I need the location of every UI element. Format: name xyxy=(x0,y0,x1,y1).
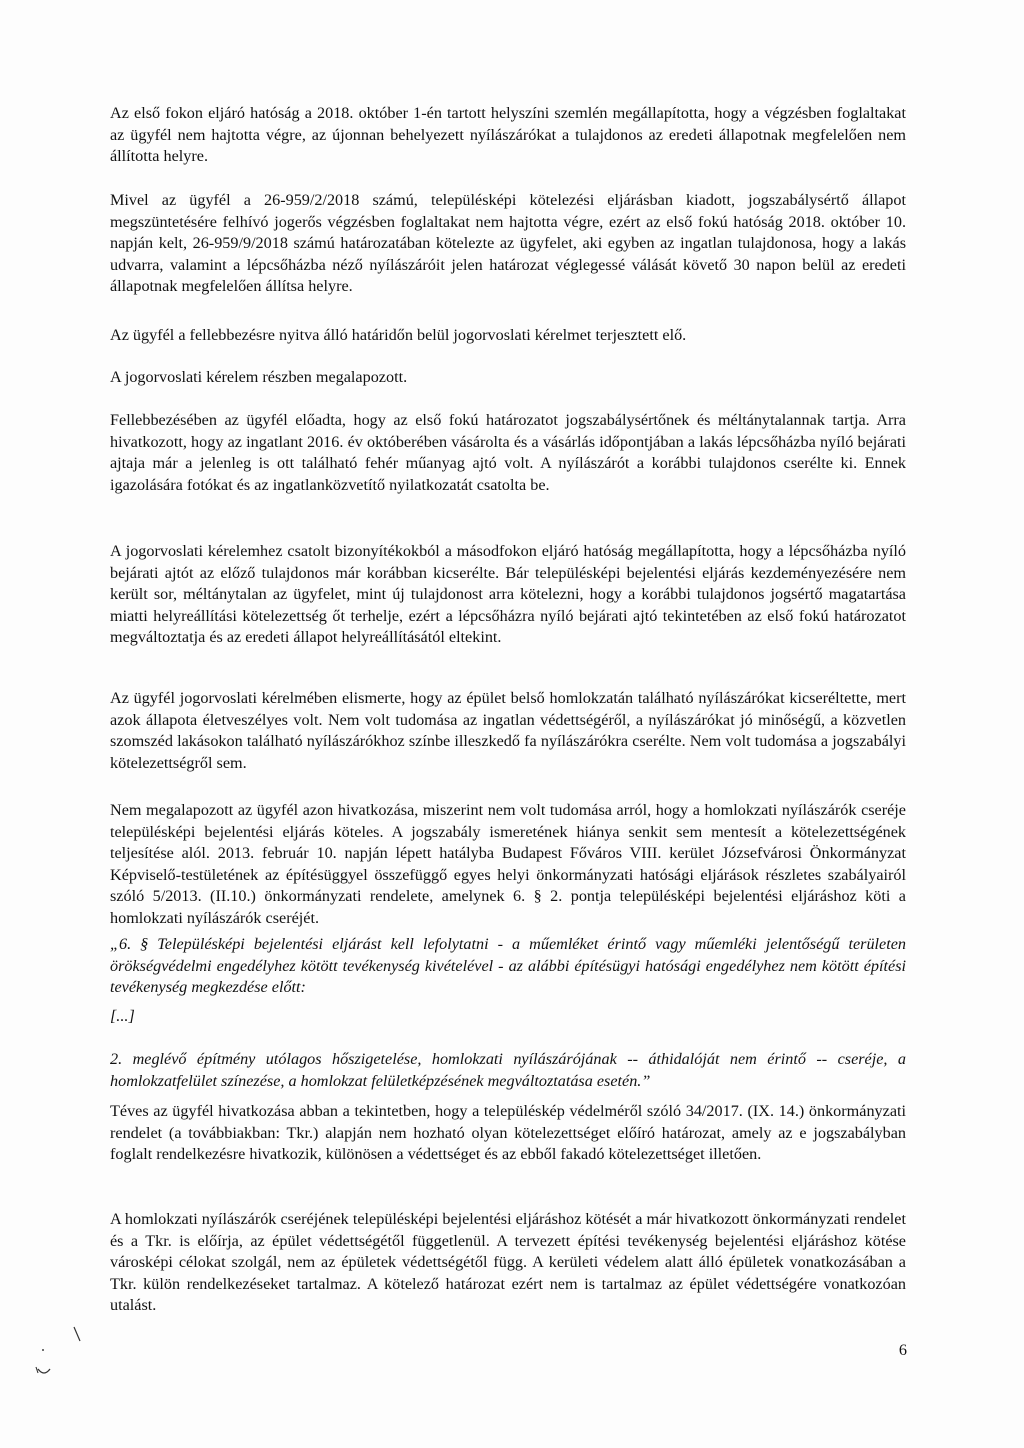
page-number: 6 xyxy=(898,1341,907,1359)
quote-regulation-point-2: 2. meglévő építmény utólagos hőszigetelése, homlokzati nyílászárójának -- áthidalóját nem érintő -- cseréje, a homlokzatfelület színezése, a homlokzat felületképzésének megváltoztatása esetén.” xyxy=(110,1050,906,1090)
scan-pen-marks xyxy=(30,1325,120,1385)
paragraph-entrance-door-finding: A jogorvoslati kérelemhez csatolt bizonyítékokból a másodfokon eljáró hatóság megállapította, hogy a lépcsőházba nyíló bejárati ajtót az előző tulajdonos már korábban kicserélte. Bár településképi bejelentési eljárás kezdeményezésére nem került sor, méltánytalan az ügyfelet, mint új tulajdonost arra kötelezni, hogy a korábbi tulajdonos jogsértő magatartása miatti helyreállítási kötelezettség őt terhelje, ezért a lépcsőházra nyíló bejárati ajtó tekintetében az első fokú határozatot megváltoztatja és az eredeti állapot helyreállításától eltekint. xyxy=(110,542,906,646)
quote-regulation-section-6: „6. § Településképi bejelentési eljárást kell lefolytatni - a műemléket érintő vagy műemléki jelentőségű területen örökségvédelmi engedélyhez kötött tevékenység kivételével - az alábbi építésügyi hatósági engedélyhez nem kötött építési tevékenység megkezdése előtt: xyxy=(110,935,906,996)
paragraph-appeal-arguments: Fellebbezésében az ügyfél előadta, hogy az első fokú határozatot jogszabálysértőnek és méltánytalannak tartja. Arra hivatkozott, hogy az ingatlant 2016. év októberében vásárolta és a vásárlás időpontjában a lakás lépcsőházba nyíló bejárati ajtaja már a jelenleg is ott található fehér műanyag ajtó volt. A nyílászárót a korábbi tulajdonos cserélte ki. Ennek igazolására fotókat és az ingatlanközvetítő nyilatkozatát csatolta be. xyxy=(110,411,906,494)
paragraph-first-instance-decision: Mivel az ügyfél a 26-959/2/2018 számú, településképi kötelezési eljárásban kiadott, jogszabálysértő állapot megszüntetésére felhívó jogerős végzésben foglaltakat nem hajtotta végre, ezért az első fokú hatóság 2018. október 10. napján kelt, 26-959/9/2018 számú határozatában kötelezte az ügyfelet, aki egyben az ingatlan tulajdonosa, hogy a lakás udvarra, valamint a lépcsőházba néző nyílászáróit jelen határozat véglegessé válását követő 30 napon belül az eredeti állapotnak megfelelően állítsa helyre. xyxy=(110,191,906,295)
paragraph-site-inspection: Az első fokon eljáró hatóság a 2018. október 1-én tartott helyszíni szemlén megállapította, hogy a végzésben foglaltakat az ügyfél nem hajtotta végre, az újonnan behelyezett nyílászárókat a tulajdonos az eredeti állapotnak megfelelően nem állította helyre. xyxy=(110,104,906,165)
paragraph-appeal-partially-founded: A jogorvoslati kérelem részben megalapozott. xyxy=(110,368,408,386)
paragraph-tkr-reference: Téves az ügyfél hivatkozása abban a tekintetben, hogy a településkép védelméről szóló 34/2017. (IX. 14.) önkormányzati rendelet (a továbbiakban: Tkr.) alapján nem hozható olyan kötelezettséget előíró határozat, amely az e jogszabályban foglalt rendelkezésre hivatkozik, különösen a védettséget és az ebből fakadó kötelezettséget illetően. xyxy=(110,1102,906,1163)
paragraph-window-replacement-admission: Az ügyfél jogorvoslati kérelmében elismerte, hogy az épület belső homlokzatán található nyílászárókat kicseréltette, mert azok állapota életveszélyes volt. Nem volt tudomása az ingatlan védettségéről, a nyílászárókat jó minőségű, a közvetlen szomszéd lakásokon található nyílászárókhoz színbe illeszkedő fa nyílászárókra cserélte. Nem volt tudomása a jogszabályi kötelezettségről sem. xyxy=(110,689,906,772)
paragraph-facade-regulation: A homlokzati nyílászárók cseréjének településképi bejelentési eljáráshoz kötését a már hivatkozott önkormányzati rendelet és a Tkr. is előírja, az épület védettségétől függetlenül. A tervezett építési tevékenység bejelentési eljáráshoz kötése városképi célokat szolgál, nem az épületek védettségétől függ. A kerületi védelem alatt álló épületek vonatkozásában a Tkr. külön rendelkezéseket tartalmaz. A kötelező határozat ezért nem is tartalmaz az épület védettségére vonatkozóan utalást. xyxy=(110,1210,906,1314)
paragraph-ignorance-of-law: Nem megalapozott az ügyfél azon hivatkozása, miszerint nem volt tudomása arról, hogy a homlokzati nyílászárók cseréje településképi bejelentési eljárás köteles. A jogszabály ismeretének hiánya senkit sem mentesít a kötelezettségének teljesítése alól. 2013. február 10. napján lépett hatályba Budapest Főváros VIII. kerület Józsefvárosi Önkormányzat Képviselő-testületének az építésüggyel összefüggő egyes helyi önkormányzati hatósági eljárások részletes szabályairól szóló 5/2013. (II.10.) önkormányzati rendelete, amelynek 6. § 2. pontja településképi bejelentési eljáráshoz köti a homlokzati nyílászárók cseréjét. xyxy=(110,801,906,927)
paragraph-appeal-submitted: Az ügyfél a fellebbezésre nyitva álló határidőn belül jogorvoslati kérelmet terjesztett elő. xyxy=(110,326,687,344)
quote-ellipsis: [...] xyxy=(110,1007,135,1025)
